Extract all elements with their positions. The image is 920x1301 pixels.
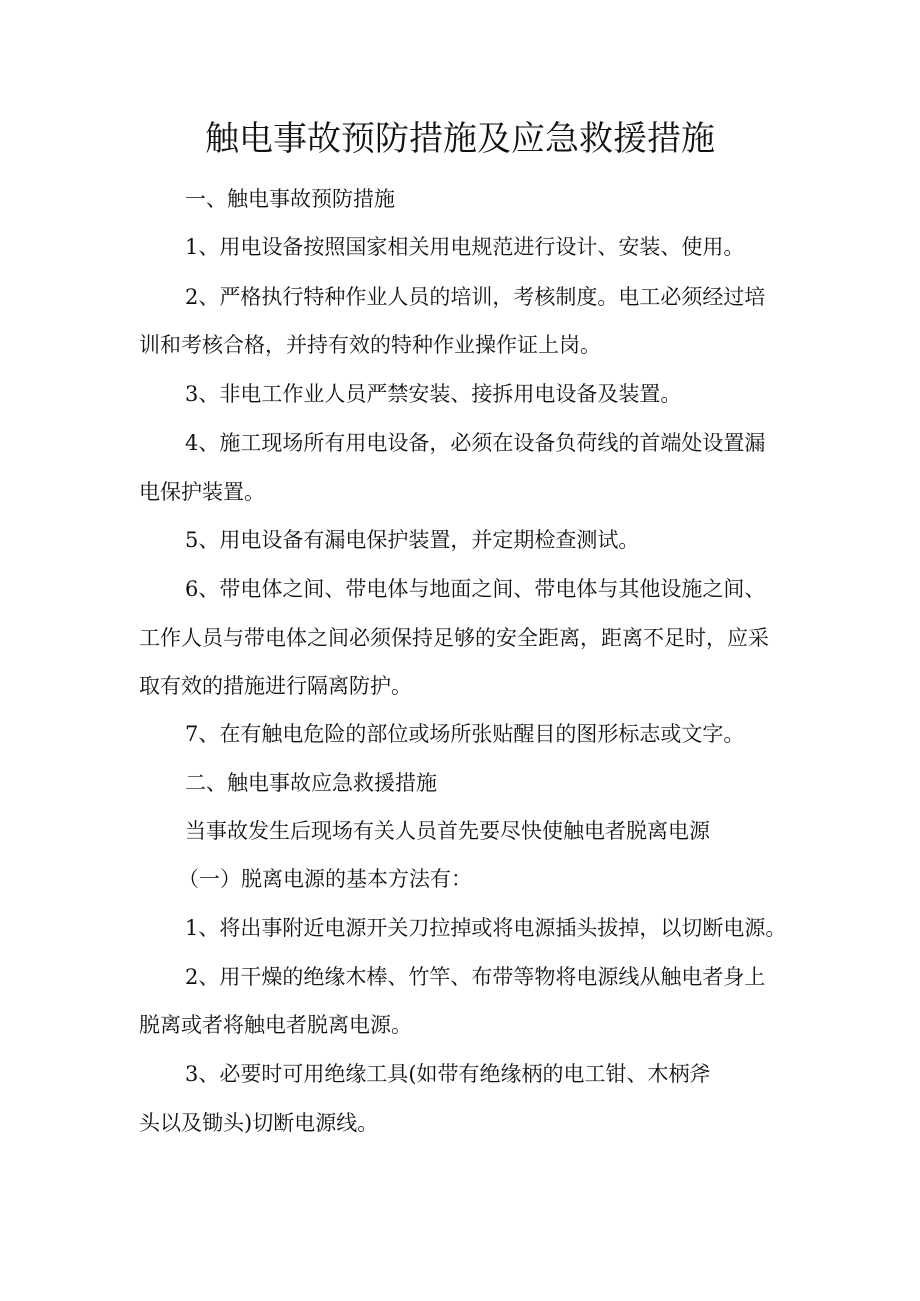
paragraph-line: 1、将出事附近电源开关刀拉掉或将电源插头拔掉，以切断电源。: [185, 916, 787, 940]
section-heading-emergency: 二、触电事故应急救援措施: [185, 771, 437, 795]
paragraph-line: 电保护装置。: [139, 480, 265, 504]
paragraph-line: 1、用电设备按照国家相关用电规范进行设计、安装、使用。: [185, 235, 745, 259]
paragraph-line: 2、用干燥的绝缘木棒、竹竿、布带等物将电源线从触电者身上: [185, 965, 766, 989]
paragraph-line: 7、在有触电危险的部位或场所张贴醒目的图形标志或文字。: [185, 722, 745, 746]
paragraph-line: 当事故发生后现场有关人员首先要尽快使触电者脱离电源: [185, 819, 710, 843]
paragraph-line: 取有效的措施进行隔离防护。: [139, 674, 412, 698]
paragraph-line: 脱离或者将触电者脱离电源。: [139, 1013, 412, 1037]
subsection-heading: （一）脱离电源的基本方法有：: [178, 867, 472, 891]
section-heading-prevention: 一、触电事故预防措施: [185, 187, 395, 211]
paragraph-line: 头以及锄头)切断电源线。: [139, 1111, 379, 1135]
paragraph-line: 3、必要时可用绝缘工具(如带有绝缘柄的电工钳、木柄斧: [185, 1062, 711, 1086]
paragraph-line: 5、用电设备有漏电保护装置，并定期检查测试。: [185, 528, 640, 552]
paragraph-line: 工作人员与带电体之间必须保持足够的安全距离，距离不足时，应采: [139, 626, 769, 650]
paragraph-line: 3、非电工作业人员严禁安装、接拆用电设备及装置。: [185, 382, 682, 406]
page-title: 触电事故预防措施及应急救援措施: [205, 119, 715, 159]
paragraph-line: 6、带电体之间、带电体与地面之间、带电体与其他设施之间、: [185, 577, 766, 601]
paragraph-line: 训和考核合格，并持有效的特种作业操作证上岗。: [139, 333, 601, 357]
paragraph-line: 4、施工现场所有用电设备，必须在设备负荷线的首端处设置漏: [185, 431, 766, 455]
paragraph-line: 2、严格执行特种作业人员的培训，考核制度。电工必须经过培: [185, 285, 766, 309]
